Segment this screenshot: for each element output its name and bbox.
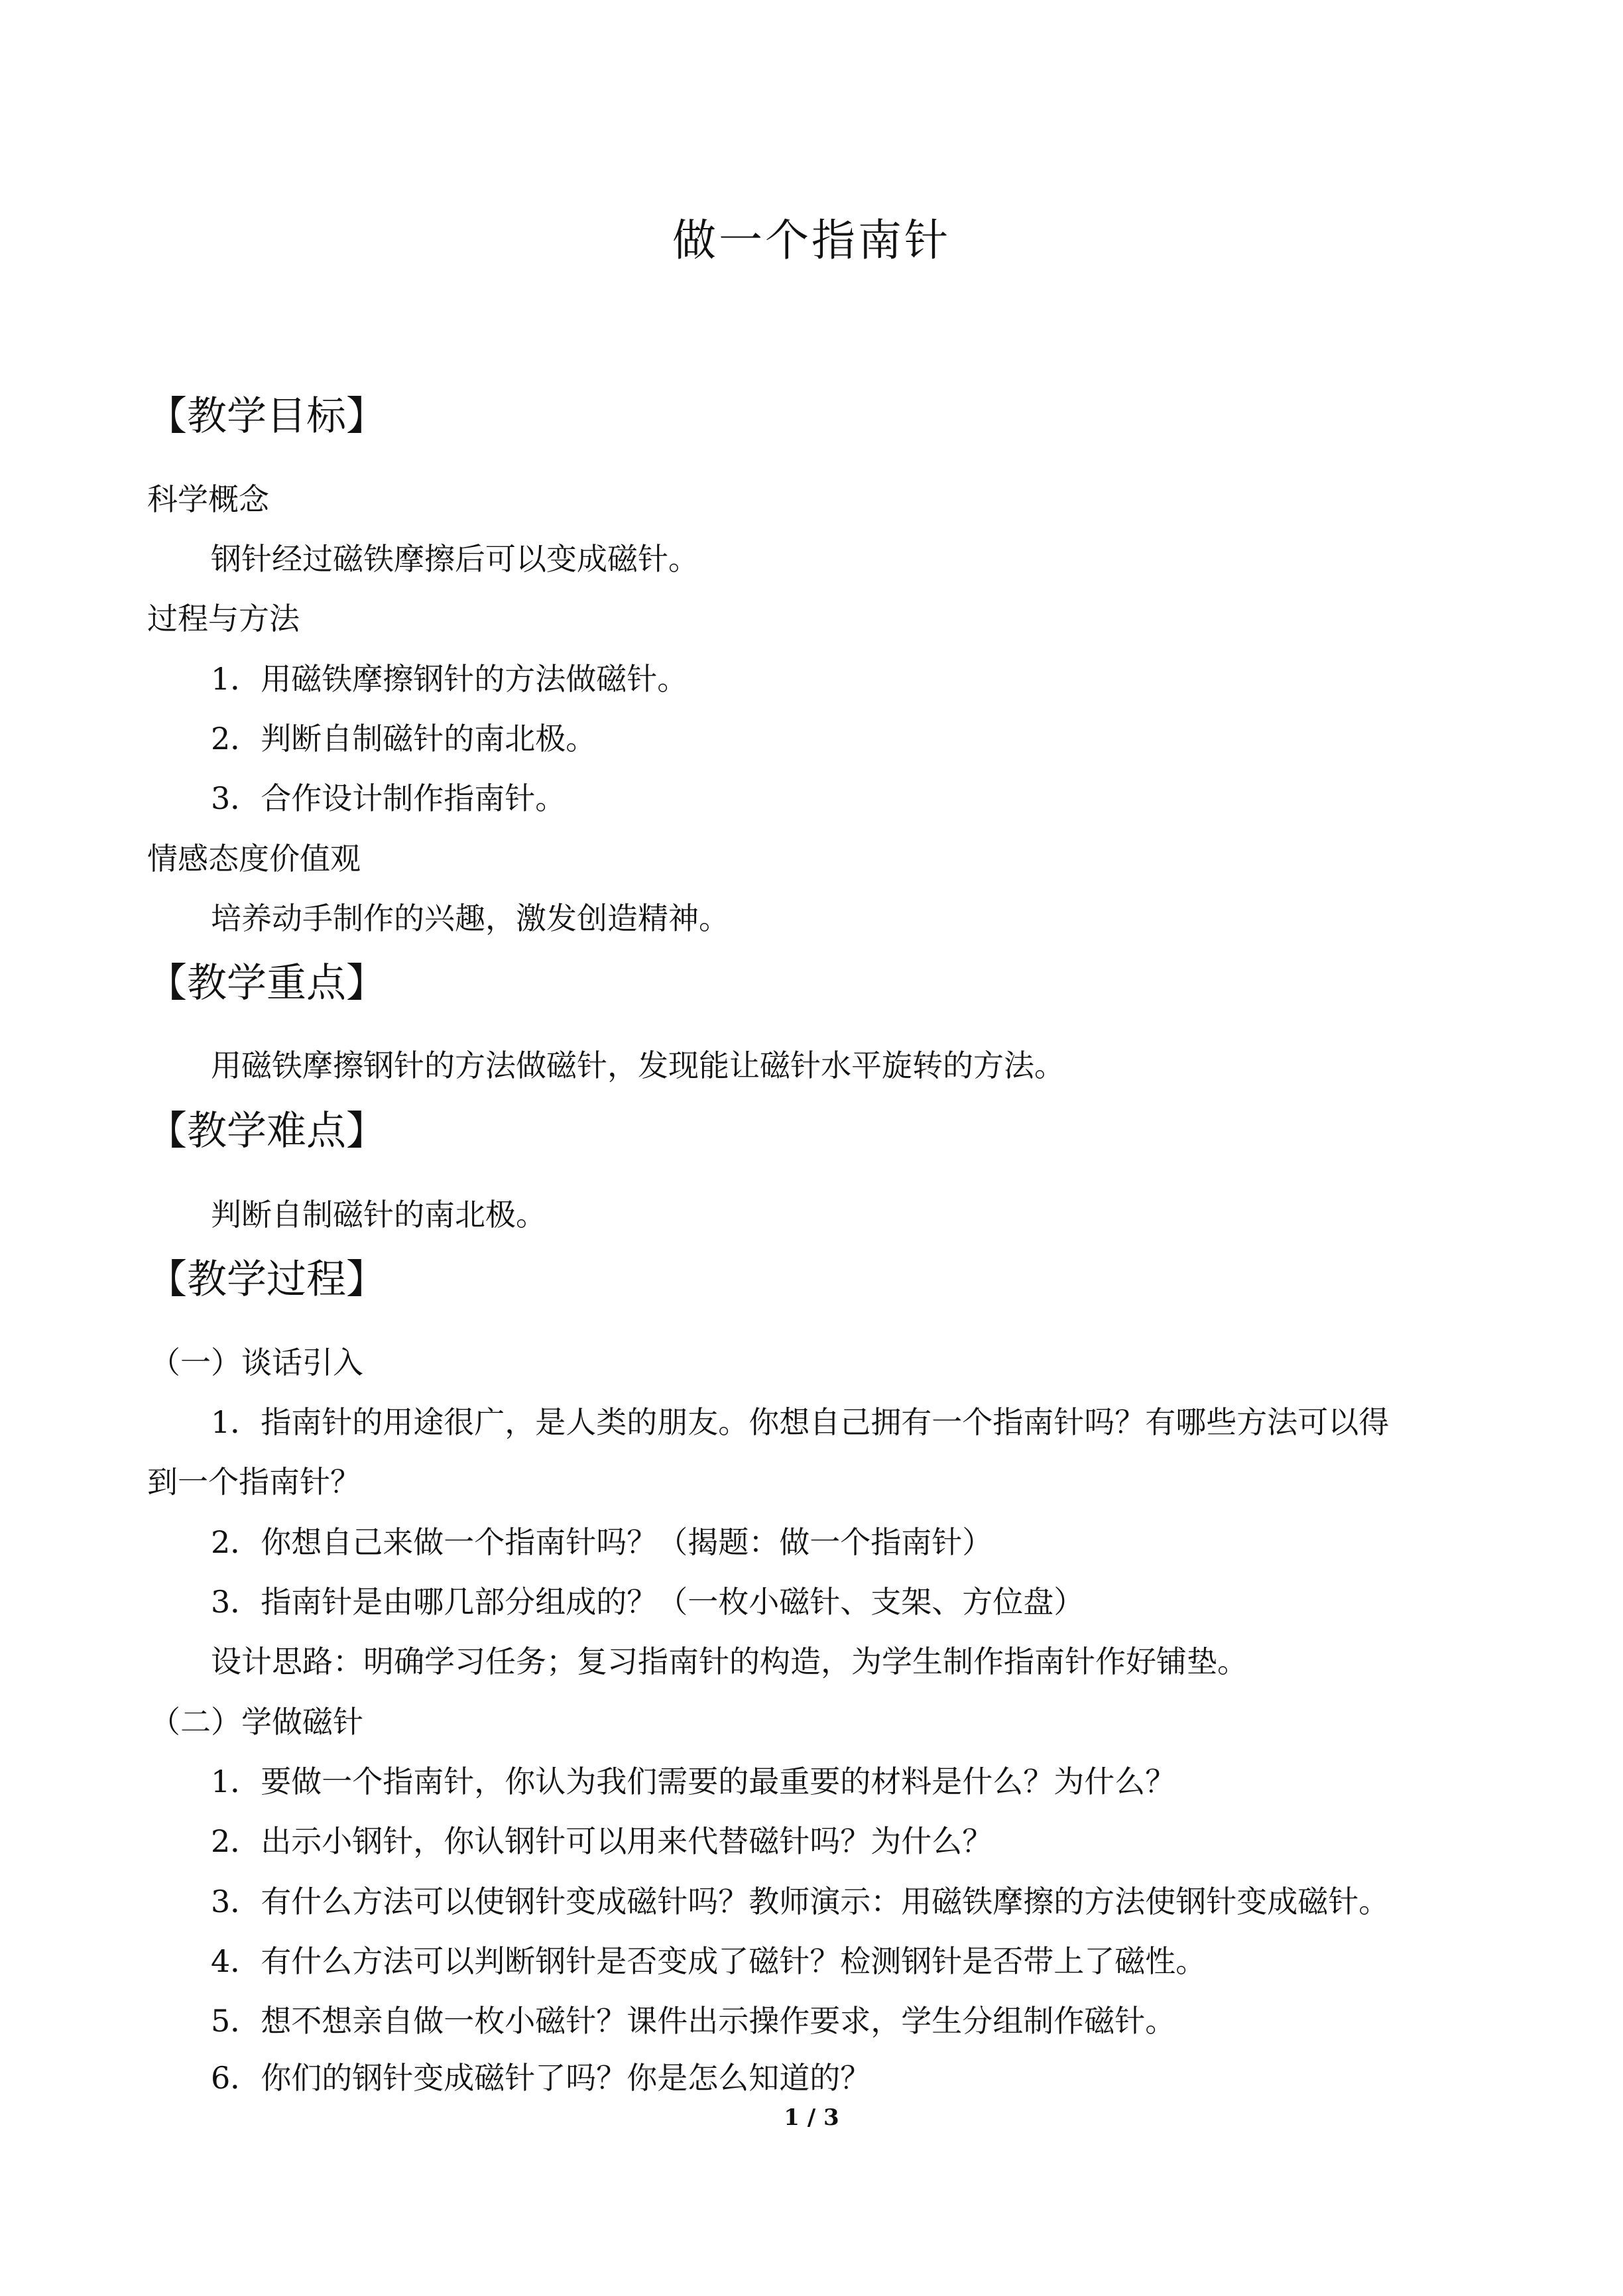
page-number: 1 / 3 [784, 2104, 839, 2131]
part2-item-2: 2．出示小钢针，你认钢针可以用来代替磁针吗？为什么？ [211, 1823, 993, 1859]
part1-design-idea: 设计思路：明确学习任务；复习指南针的构造，为学生制作指南针作好铺垫。 [211, 1644, 1248, 1679]
label-part-2: （二）学做磁针 [150, 1704, 363, 1740]
text-attitude-values: 培养动手制作的兴趣，激发创造精神。 [211, 900, 729, 936]
process-item-3: 3．合作设计制作指南针。 [211, 780, 566, 816]
text-science-concept: 钢针经过磁铁摩擦后可以变成磁针。 [211, 541, 699, 577]
document-title: 做一个指南针 [672, 215, 951, 266]
part2-item-3: 3．有什么方法可以使钢针变成磁针吗？教师演示：用磁铁摩擦的方法使钢针变成磁针。 [211, 1884, 1390, 1919]
part2-item-5: 5．想不想亲自做一枚小磁针？课件出示操作要求，学生分组制作磁针。 [211, 2003, 1176, 2039]
heading-teaching-goals: 【教学目标】 [147, 393, 386, 440]
label-process-method: 过程与方法 [147, 601, 300, 636]
process-item-1: 1．用磁铁摩擦钢针的方法做磁针。 [211, 661, 688, 697]
part1-item-1-line-2: 到一个指南针？ [147, 1464, 361, 1500]
heading-key-points: 【教学重点】 [147, 960, 386, 1006]
text-difficulties: 判断自制磁针的南北极。 [211, 1197, 546, 1233]
part2-item-6: 6．你们的钢针变成磁针了吗？你是怎么知道的？ [211, 2060, 871, 2096]
label-attitude-values: 情感态度价值观 [147, 841, 361, 876]
label-science-concept: 科学概念 [147, 481, 269, 517]
text-key-points: 用磁铁摩擦钢针的方法做磁针，发现能让磁针水平旋转的方法。 [211, 1048, 1065, 1083]
part1-item-2: 2．你想自己来做一个指南针吗？（揭题：做一个指南针） [211, 1524, 993, 1560]
part2-item-4: 4．有什么方法可以判断钢针是否变成了磁针？检测钢针是否带上了磁性。 [211, 1943, 1207, 1979]
part1-item-1-line-1: 1．指南针的用途很广，是人类的朋友。你想自己拥有一个指南针吗？有哪些方法可以得 [211, 1404, 1390, 1440]
heading-procedure: 【教学过程】 [147, 1256, 386, 1303]
part2-item-1: 1．要做一个指南针，你认为我们需要的最重要的材料是什么？为什么？ [211, 1764, 1176, 1799]
part1-item-3: 3．指南针是由哪几部分组成的？（一枚小磁针、支架、方位盘） [211, 1584, 1085, 1620]
heading-difficulties: 【教学难点】 [147, 1108, 386, 1154]
process-item-2: 2．判断自制磁针的南北极。 [211, 721, 597, 756]
label-part-1: （一）谈话引入 [150, 1345, 363, 1380]
